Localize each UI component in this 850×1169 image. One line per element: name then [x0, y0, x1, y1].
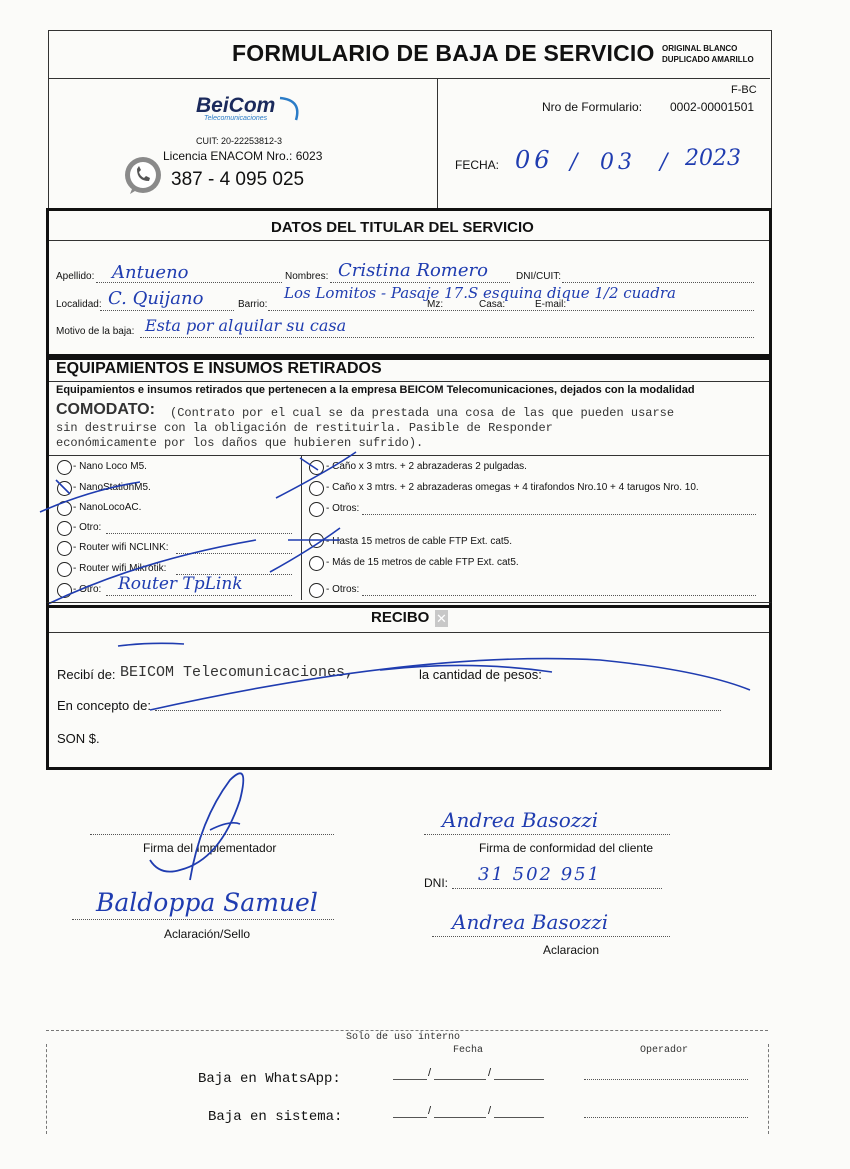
dni-label: DNI: — [424, 876, 448, 890]
interno-title: Solo de uso interno — [346, 1032, 461, 1043]
otros-2-line — [362, 595, 756, 596]
email-label: E-mail: — [535, 299, 567, 310]
motivo-value: Esta por alquilar su casa — [145, 316, 347, 335]
apellido-label: Apellido: — [56, 271, 95, 282]
copy-original: ORIGINAL BLANCO — [662, 44, 738, 53]
aclaracion-line — [432, 936, 670, 937]
titular-section-title: DATOS DEL TITULAR DEL SERVICIO — [271, 219, 534, 236]
equipamiento-grid-divider — [49, 455, 769, 456]
comodato-line-3: económicamente por los daños que hubieren sufrido). — [56, 436, 424, 450]
item-router-nclink: - Router wifi NCLINK: — [73, 542, 169, 553]
concepto-label: En concepto de: — [57, 698, 151, 713]
otros-1-line — [362, 514, 756, 515]
form-number-value: 0002-00001501 — [670, 100, 755, 114]
firma-implementador-label: Firma del Implementador — [143, 841, 277, 855]
checkbox-nanoloco-ac[interactable] — [57, 501, 72, 516]
header-divider — [48, 78, 770, 79]
item-cable-hasta-15: - Hasta 15 metros de cable FTP Ext. cat5. — [326, 536, 513, 547]
copy-duplicate: DUPLICADO AMARILLO — [662, 55, 754, 64]
barrio-line — [268, 310, 754, 311]
checkbox-otro-1[interactable] — [57, 521, 72, 536]
sistema-date-day-line — [393, 1117, 427, 1118]
interno-col-operador: Operador — [640, 1045, 689, 1056]
equipamiento-title-divider — [49, 381, 769, 382]
checkbox-otro-2[interactable] — [57, 583, 72, 598]
cliente-signature: Andrea Basozzi — [442, 808, 599, 832]
beicom-logo — [196, 94, 306, 130]
whatsapp-operador-line — [584, 1079, 748, 1080]
item-otros-1: - Otros: — [326, 503, 360, 514]
son-label: SON $. — [57, 731, 100, 746]
aclaracion-sello-value: Baldoppa Samuel — [96, 888, 318, 917]
form-title: FORMULARIO DE BAJA DE SERVICIO — [232, 40, 655, 66]
recibi-label: Recibí de: — [57, 667, 116, 682]
form-code: F-BC — [731, 84, 757, 96]
item-otros-2: - Otros: — [326, 584, 360, 595]
whatsapp-date-month-line — [434, 1079, 486, 1080]
firma-cliente-label: Firma de conformidad del cliente — [479, 841, 654, 855]
company-cuit: CUIT: 20-22253812-3 — [196, 136, 283, 146]
checkbox-otros-1[interactable] — [309, 502, 324, 517]
implementador-signature — [90, 760, 290, 890]
logo-subtext: Telecomunicaciones — [204, 115, 268, 122]
item-nanostation-m5: - NanoStationM5. — [73, 482, 151, 493]
dni-cuit-label: DNI/CUIT: — [516, 271, 561, 282]
logo-text: BeiCom — [196, 94, 276, 117]
comodato-line-2: sin destruirse con la obligación de restituirla. Pasible de Responder — [56, 421, 553, 435]
localidad-value: C. Quijano — [108, 288, 204, 309]
nombres-label: Nombres: — [285, 271, 329, 282]
baja-sistema-label: Baja en sistema: — [208, 1109, 343, 1125]
nombres-value: Cristina Romero — [338, 260, 488, 281]
titular-title-divider — [49, 240, 769, 241]
fecha-year: 2023 — [685, 146, 741, 171]
dni-value: 31 502 951 — [478, 864, 602, 885]
sistema-date-year-line — [494, 1117, 544, 1118]
item-cable-mas-15: - Más de 15 metros de cable FTP Ext. cat5. — [326, 557, 519, 568]
barrio-label: Barrio: — [238, 299, 268, 310]
whatsapp-date-year-line — [494, 1079, 544, 1080]
fecha-sep-2: / — [660, 150, 668, 175]
otro-1-line — [106, 533, 292, 534]
sistema-date-sep-2: / — [488, 1105, 492, 1117]
whatsapp-date-sep-2: / — [488, 1067, 492, 1079]
dni-cuit-line — [562, 282, 754, 283]
localidad-label: Localidad: — [56, 299, 102, 310]
fecha-label: FECHA: — [455, 158, 500, 172]
whatsapp-date-sep-1: / — [428, 1067, 432, 1079]
comodato-line-1: (Contrato por el cual se da prestada una cosa de las que pueden usarse — [170, 406, 675, 420]
recibo-cancel-icon: ✕ — [436, 611, 447, 626]
equipamiento-intro: Equipamientos e insumos retirados que pertenecen a la empresa BEICOM Telecomunicaciones, dejados con la modalidad — [56, 384, 695, 396]
checkbox-router-nclink[interactable] — [57, 541, 72, 556]
comodato-word: COMODATO: — [56, 401, 155, 418]
firma-cliente-line — [424, 834, 670, 835]
baja-whatsapp-label: Baja en WhatsApp: — [198, 1071, 341, 1087]
recibo-section — [46, 602, 772, 770]
apellido-value: Antueno — [112, 262, 189, 283]
localidad-line — [100, 310, 234, 311]
router-nclink-line — [176, 553, 292, 554]
checkbox-cable-mas-15[interactable] — [309, 556, 324, 571]
company-phone: 387 - 4 095 025 — [171, 169, 305, 190]
nombres-line — [330, 282, 510, 283]
cantidad-label: la cantidad de pesos: — [419, 667, 542, 682]
recibo-title-divider — [49, 632, 769, 633]
casa-label: Casa: — [479, 299, 506, 310]
interno-left-border — [46, 1044, 47, 1134]
fecha-sep-1: / — [570, 150, 578, 175]
dni-line — [452, 888, 662, 889]
recibo-section-title: RECIBO — [371, 609, 430, 626]
checkbox-router-mikrotik[interactable] — [57, 562, 72, 577]
whatsapp-icon — [120, 154, 166, 200]
interno-col-fecha: Fecha — [453, 1045, 484, 1056]
interno-right-border — [768, 1044, 769, 1134]
otro-2-line — [106, 595, 292, 596]
equipamiento-col-divider — [301, 455, 302, 600]
aclaracion-label: Aclaracion — [543, 943, 600, 957]
item-cano-omegas: - Caño x 3 mtrs. + 2 abrazaderas omegas + 4 tirafondos Nro.10 + 4 tarugos Nro. 10. — [326, 482, 699, 493]
checkbox-nano-loco-m5[interactable] — [57, 460, 72, 475]
item-nanoloco-ac: - NanoLocoAC. — [73, 502, 142, 513]
checkbox-cano-2-pulgadas[interactable] — [309, 460, 324, 475]
sistema-date-month-line — [434, 1117, 486, 1118]
whatsapp-date-day-line — [393, 1079, 427, 1080]
item-router-mikrotik: - Router wifi Mikrotik: — [73, 563, 167, 574]
sistema-operador-line — [584, 1117, 748, 1118]
form-number-label: Nro de Formulario: — [542, 100, 643, 114]
checkbox-otros-2[interactable] — [309, 583, 324, 598]
checkbox-cano-omegas[interactable] — [309, 481, 324, 496]
motivo-line — [140, 337, 754, 338]
recibi-value: BEICOM Telecomunicaciones, — [120, 664, 355, 681]
checkbox-nanostation-m5[interactable] — [57, 481, 72, 496]
mz-label: Mz: — [427, 299, 444, 310]
motivo-label: Motivo de la baja: — [56, 326, 135, 337]
aclaracion-value: Andrea Basozzi — [452, 910, 609, 934]
item-cano-2-pulgadas: - Caño x 3 mtrs. + 2 abrazaderas 2 pulgadas. — [326, 461, 527, 472]
logo-swoosh-icon — [276, 94, 306, 124]
aclaracion-sello-line — [72, 919, 334, 920]
company-license: Licencia ENACOM Nro.: 6023 — [163, 149, 323, 163]
interno-top-line — [46, 1030, 768, 1031]
fecha-month: 03 — [600, 150, 636, 175]
checkbox-cable-hasta-15[interactable] — [309, 533, 324, 548]
concepto-line — [155, 710, 721, 711]
item-otro-1: - Otro: — [73, 522, 102, 533]
fecha-day: 06 — [515, 146, 554, 174]
header-vertical-divider — [437, 78, 438, 208]
aclaracion-sello-label: Aclaración/Sello — [164, 927, 251, 941]
equipamiento-section-title: EQUIPAMIENTOS E INSUMOS RETIRADOS — [56, 360, 382, 377]
item-nano-loco-m5: - Nano Loco M5. — [73, 461, 147, 472]
item-otro-2: - Otro: — [73, 584, 102, 595]
barrio-value: Los Lomitos - Pasaje 17.S esquina dique 1/2 cuadra — [284, 284, 676, 302]
otro-2-value: Router TpLink — [118, 574, 243, 594]
sistema-date-sep-1: / — [428, 1105, 432, 1117]
